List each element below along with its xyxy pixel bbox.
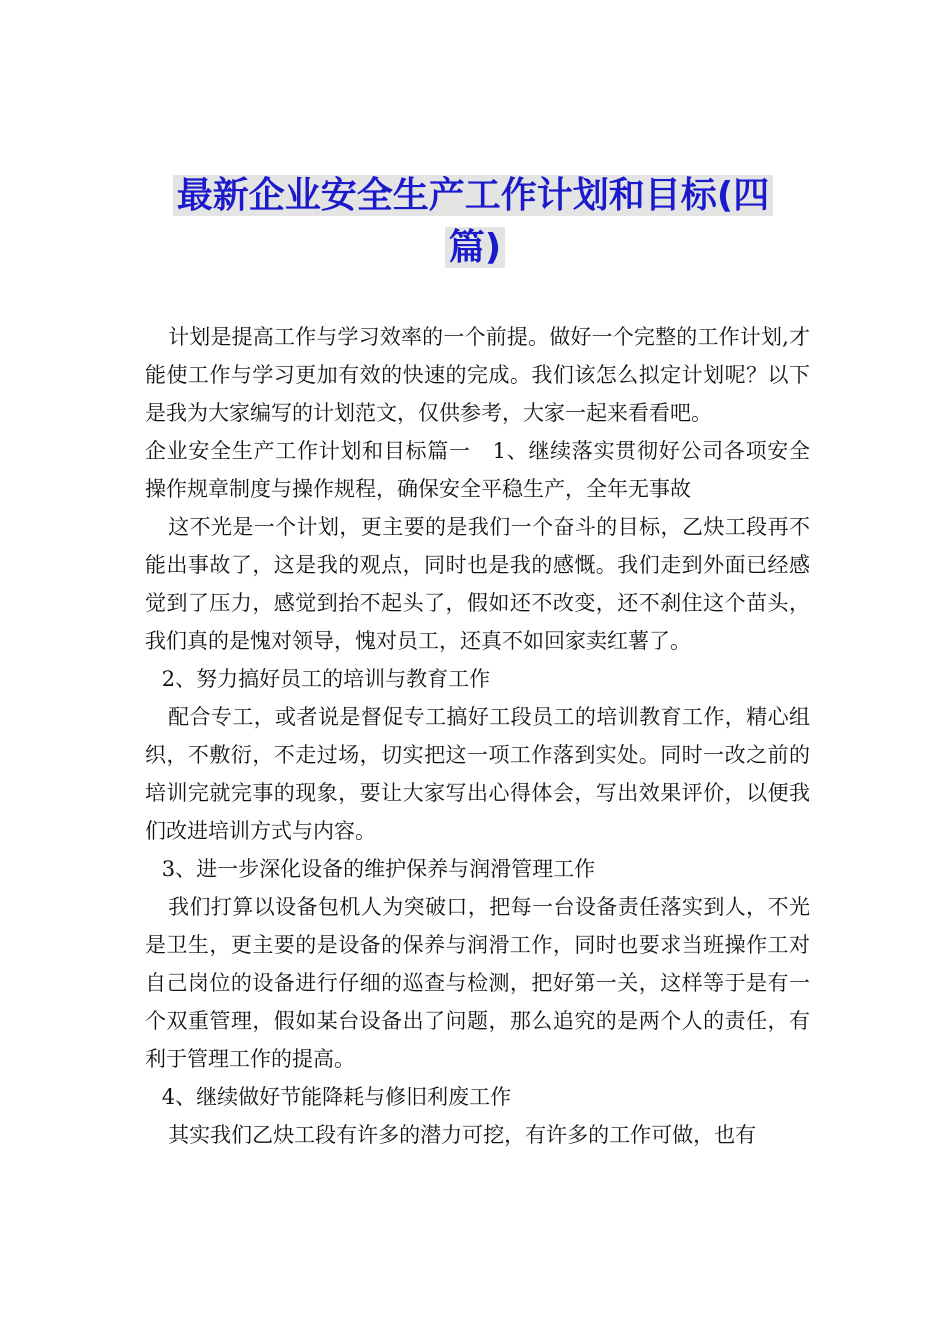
item-4-heading: 4、继续做好节能降耗与修旧利废工作	[161, 1085, 512, 1109]
item-2-heading: 2、努力搞好员工的培训与教育工作	[161, 667, 491, 691]
item-3-paragraph: 我们打算以设备包机人为突破口，把每一台设备责任落实到人，不光是卫生，更主要的是设备的保养与润滑工作，同时也要求当班操作工对自己岗位的设备进行仔细的巡查与检测，把好第一关，这样等于是有一个双重管理，假如某台设备出了问题，那么追究的是两个人的责任，有利于管理工作的提高。	[145, 895, 810, 1071]
item-1-heading: 1、继续落实贯彻好公司各项安全操作规章制度与操作规程，确保安全平稳生产，全年无事故	[145, 439, 810, 501]
title-block	[150, 170, 800, 274]
item-1-paragraph: 这不光是一个计划，更主要的是我们一个奋斗的目标，乙炔工段再不能出事故了，这是我的观点，同时也是我的感慨。我们走到外面已经感觉到了压力，感觉到抬不起头了，假如还不改变，还不刹住这个苗头，我们真的是愧对领导，愧对员工，还真不如回家卖红薯了。	[145, 515, 810, 653]
intro-paragraph: 计划是提高工作与学习效率的一个前提。做好一个完整的工作计划,才能使工作与学习更加有效的快速的完成。我们该怎么拟定计划呢？以下是我为大家编写的计划范文，仅供参考，大家一起来看看吧。	[145, 325, 810, 425]
section-1-heading-line	[145, 432, 810, 508]
document-title: 最新企业安全生产工作计划和目标(四篇)	[173, 175, 773, 268]
item-3-heading: 3、进一步深化设备的维护保养与润滑管理工作	[161, 857, 596, 881]
section-title: 企业安全生产工作计划和目标篇一	[145, 439, 471, 463]
item-4-paragraph: 其实我们乙炔工段有许多的潜力可挖，有许多的工作可做，也有	[168, 1123, 757, 1147]
document-body	[145, 318, 810, 1154]
item-2-paragraph: 配合专工，或者说是督促专工搞好工段员工的培训教育工作，精心组织，不敷衍，不走过场，切实把这一项工作落到实处。同时一改之前的培训完就完事的现象，要让大家写出心得体会，写出效果评价，以便我们改进培训方式与内容。	[145, 705, 810, 843]
